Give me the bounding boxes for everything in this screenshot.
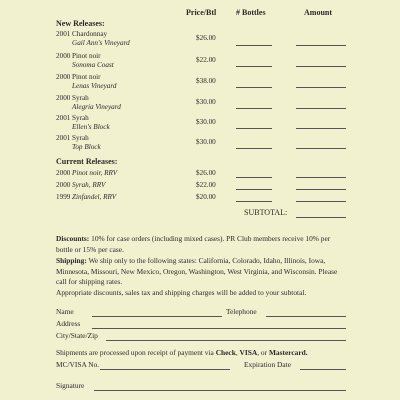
- payment-or: or: [260, 348, 268, 357]
- wine-price: $26.00: [196, 169, 216, 177]
- wine-row: [56, 73, 356, 93]
- expiration-label: Expiration Date: [244, 360, 291, 369]
- wine-name: Pinot noir, RRV: [72, 169, 118, 177]
- bottles-input-line[interactable]: [236, 201, 272, 202]
- name-input-line[interactable]: [92, 316, 222, 317]
- shipping-paragraph: [56, 256, 346, 288]
- wine-row: [56, 193, 356, 205]
- wine-name: Syrah, RRV: [72, 181, 106, 189]
- bottles-input-line[interactable]: [236, 189, 272, 190]
- amount-input-line[interactable]: [296, 108, 346, 109]
- bottles-input-line[interactable]: [236, 45, 272, 46]
- wine-price: $20.00: [196, 193, 216, 201]
- wine-year: 2000: [56, 94, 71, 102]
- wine-row: [56, 114, 356, 134]
- wine-price: $30.00: [196, 118, 216, 126]
- amount-input-line[interactable]: [296, 148, 346, 149]
- wine-vineyard: Ellen's Block: [72, 123, 110, 131]
- wine-vineyard: Alegria Vineyard: [72, 103, 121, 111]
- expiration-input-line[interactable]: [300, 369, 346, 370]
- card-number-input-line[interactable]: [100, 369, 230, 370]
- wine-row: [56, 134, 356, 154]
- wine-year: 2001: [56, 114, 71, 122]
- discounts-text: 10% for case orders (including mixed cases). PR Club members receive 10% per bottle or 15% per case.: [56, 234, 331, 254]
- name-label: Name: [56, 307, 74, 316]
- bottles-input-line[interactable]: [236, 108, 272, 109]
- discounts-paragraph: [56, 234, 346, 255]
- wine-row: [56, 181, 356, 193]
- new-releases-heading: New Releases:: [56, 19, 105, 28]
- wine-price: $30.00: [196, 138, 216, 146]
- bottles-input-line[interactable]: [236, 87, 272, 88]
- subtotal-label: SUBTOTAL:: [244, 208, 288, 217]
- wine-name: Pinot noir: [72, 73, 101, 81]
- payment-note: Shipments are processed upon receipt of payment via Check, VISA, or Mastercard.: [56, 348, 308, 357]
- wine-price: $22.00: [196, 56, 216, 64]
- shipping-label: Shipping:: [56, 256, 87, 265]
- amount-input-line[interactable]: [296, 66, 346, 67]
- amount-input-line[interactable]: [296, 189, 346, 190]
- current-releases-heading: Current Releases:: [56, 157, 118, 166]
- bottles-input-line[interactable]: [236, 177, 272, 178]
- wine-year: 1999: [56, 193, 71, 201]
- bottles-input-line[interactable]: [236, 66, 272, 67]
- price-column-header: Price/Btl: [186, 8, 217, 17]
- wine-year: 2001: [56, 134, 71, 142]
- wine-vineyard: Lenas Vineyard: [72, 82, 117, 90]
- payment-mastercard: Mastercard.: [268, 348, 308, 357]
- bottles-input-line[interactable]: [236, 148, 272, 149]
- wine-name: Syrah: [72, 134, 89, 142]
- wine-vineyard: Top Block: [72, 143, 101, 151]
- bottles-input-line[interactable]: [236, 128, 272, 129]
- amount-input-line[interactable]: [296, 45, 346, 46]
- shipping-text: We ship only to the following states: California, Colorado, Idaho, Illinois, Iowa, Minnesota, Missouri, New Mexico, Oregon, Washington, West Virginia, and Wisconsin. Please call for shipping rates.: [56, 256, 338, 286]
- payment-visa: VISA: [239, 348, 258, 357]
- payment-prefix: Shipments are processed upon receipt of payment via: [56, 348, 214, 357]
- bottles-column-header: # Bottles: [236, 8, 266, 17]
- wine-year: 2000: [56, 181, 71, 189]
- city-state-zip-input-line[interactable]: [106, 340, 346, 341]
- telephone-label: Telephone: [226, 307, 257, 316]
- subtotal-input-line[interactable]: [296, 217, 346, 218]
- wine-year: 2000: [56, 52, 71, 60]
- amount-input-line[interactable]: [296, 128, 346, 129]
- amount-column-header: Amount: [304, 8, 333, 17]
- wine-vineyard: Gail Ann's Vineyard: [72, 39, 130, 47]
- wine-row: [56, 169, 356, 181]
- wine-vineyard: Sonoma Coast: [72, 61, 114, 69]
- wine-row: [56, 52, 356, 72]
- address-input-line[interactable]: [92, 328, 346, 329]
- discounts-label: Discounts:: [56, 234, 90, 243]
- wine-name: Syrah: [72, 94, 89, 102]
- wine-year: 2001: [56, 30, 71, 38]
- wine-row: [56, 30, 356, 50]
- wine-price: $26.00: [196, 34, 216, 42]
- payment-check: Check: [215, 348, 236, 357]
- wine-price: $22.00: [196, 181, 216, 189]
- amount-input-line[interactable]: [296, 87, 346, 88]
- wine-name: Chardonnay: [72, 30, 108, 38]
- wine-year: 2000: [56, 73, 71, 81]
- wine-row: [56, 94, 356, 114]
- amount-input-line[interactable]: [296, 201, 346, 202]
- wine-name: Zinfandel, RRV: [72, 193, 117, 201]
- signature-label: Signature: [56, 381, 85, 390]
- amount-input-line[interactable]: [296, 177, 346, 178]
- telephone-input-line[interactable]: [266, 316, 346, 317]
- wine-name: Syrah: [72, 114, 89, 122]
- wine-price: $38.00: [196, 77, 216, 85]
- wine-name: Pinot noir: [72, 52, 101, 60]
- charges-note: Appropriate discounts, sales tax and shipping charges will be added to your subtotal.: [56, 288, 307, 297]
- wine-price: $30.00: [196, 98, 216, 106]
- wine-year: 2000: [56, 169, 71, 177]
- city-state-zip-label: City/State/Zip: [56, 331, 98, 340]
- signature-input-line[interactable]: [94, 390, 346, 391]
- address-label: Address: [56, 319, 81, 328]
- mc-visa-label: MC/VISA No.: [56, 360, 100, 369]
